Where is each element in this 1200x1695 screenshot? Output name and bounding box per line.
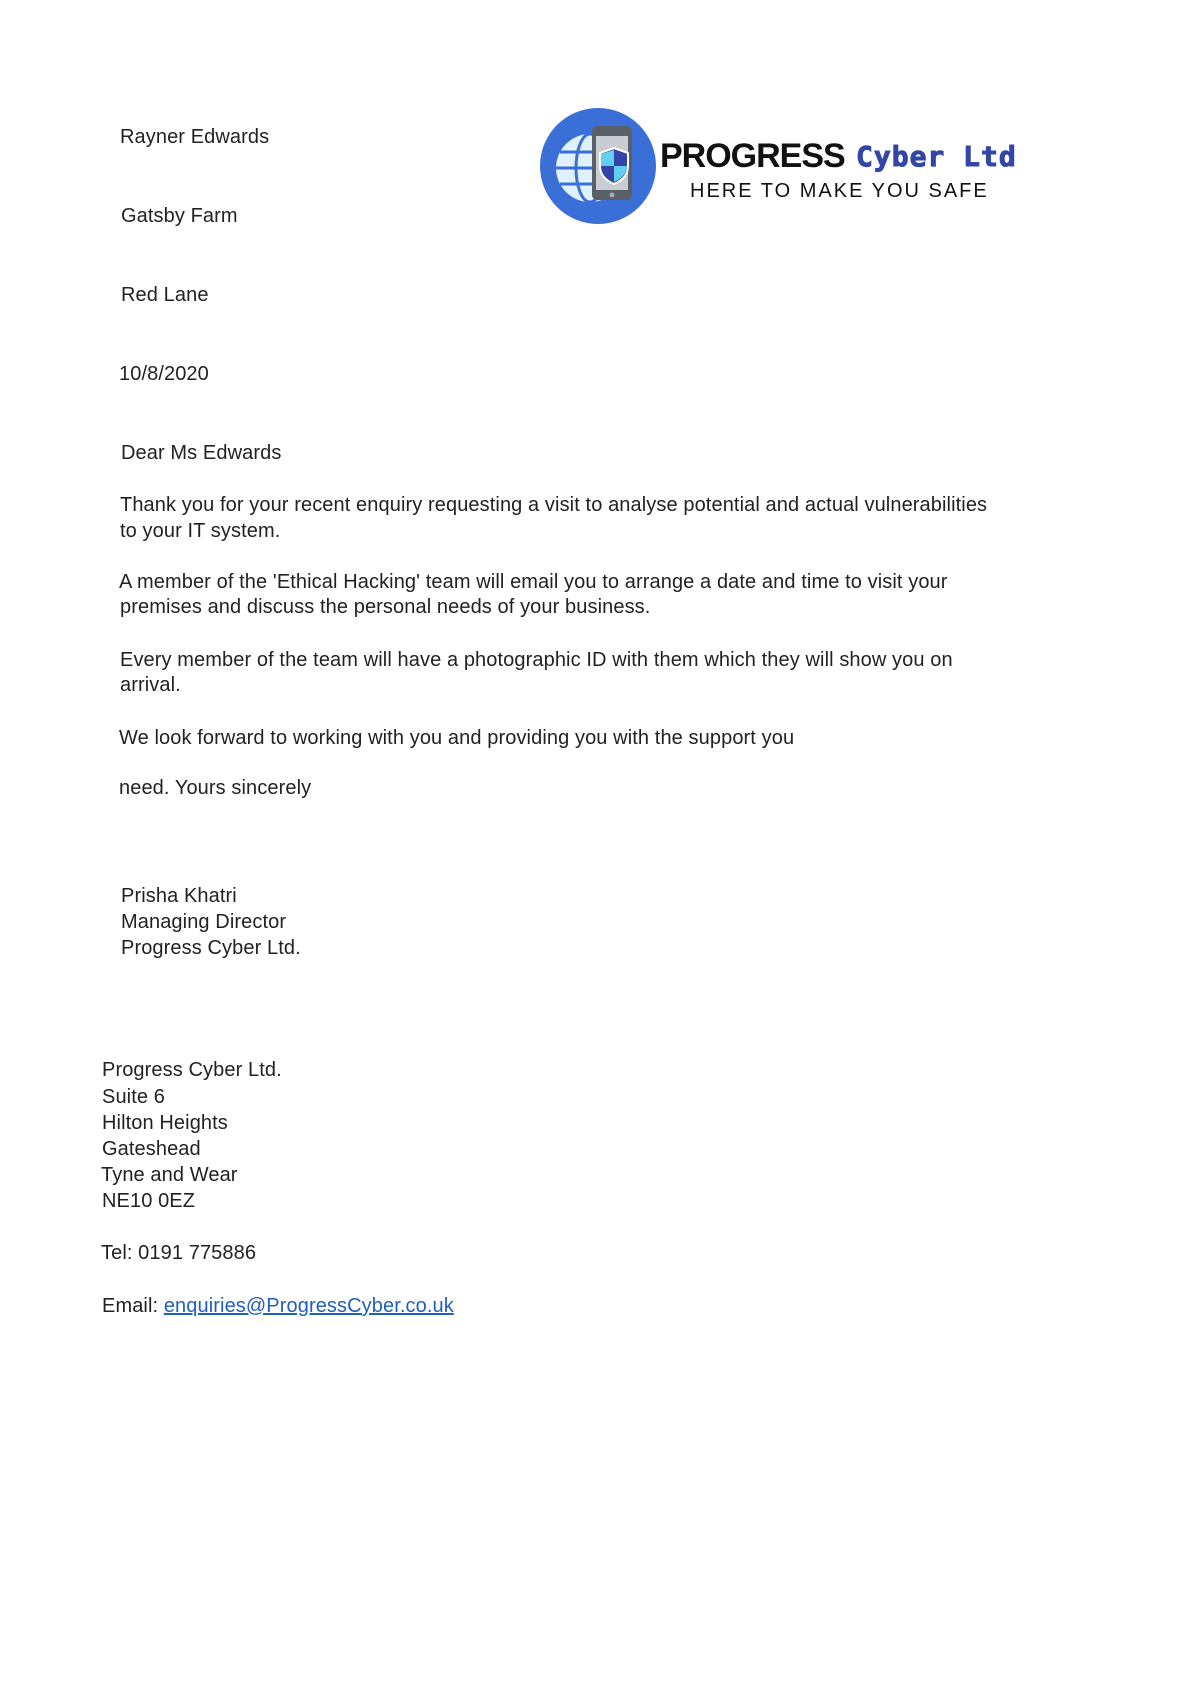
letter-date: 10/8/2020 xyxy=(119,363,209,385)
paragraph-3-line-1: Every member of the team will have a photographic ID with them which they will show you on xyxy=(120,649,953,671)
footer-address-line-5: Tyne and Wear xyxy=(101,1164,238,1186)
paragraph-4: We look forward to working with you and providing you with the support you xyxy=(119,727,795,749)
footer-telephone: Tel: 0191 775886 xyxy=(101,1242,257,1264)
footer-address-line-2: Suite 6 xyxy=(102,1086,165,1108)
closing: need. Yours sincerely xyxy=(119,777,312,799)
company-logo xyxy=(540,108,1140,228)
signatory-name: Prisha Khatri xyxy=(121,885,237,907)
footer-postcode: NE10 0EZ xyxy=(102,1190,196,1212)
paragraph-2-line-2: premises and discuss the personal needs of your business. xyxy=(120,596,651,618)
footer-email xyxy=(102,1293,454,1319)
signatory-title: Managing Director xyxy=(121,911,287,933)
recipient-address-line-2: Red Lane xyxy=(121,284,209,306)
paragraph-1-line-1: Thank you for your recent enquiry requesting a visit to analyse potential and actual vulnerabilities xyxy=(120,494,988,516)
globe-phone-shield-icon xyxy=(540,108,656,224)
salutation: Dear Ms Edwards xyxy=(121,442,282,464)
paragraph-2-line-1: A member of the 'Ethical Hacking' team will email you to arrange a date and time to visit your xyxy=(119,571,948,593)
paragraph-3-line-2: arrival. xyxy=(120,674,181,696)
footer-address-line-1: Progress Cyber Ltd. xyxy=(102,1059,282,1081)
email-label: Email: xyxy=(102,1295,164,1317)
footer-address-line-3: Hilton Heights xyxy=(102,1112,228,1134)
recipient-address-line-1: Gatsby Farm xyxy=(121,205,238,227)
email-link[interactable]: enquiries@ProgressCyber.co.uk xyxy=(163,1295,454,1317)
logo-tagline: HERE TO MAKE YOU SAFE xyxy=(690,180,989,202)
footer-address-line-4: Gateshead xyxy=(102,1138,201,1160)
logo-brand-text: PROGRESS xyxy=(660,137,845,175)
paragraph-1-line-2: to your IT system. xyxy=(120,520,281,542)
signatory-company: Progress Cyber Ltd. xyxy=(121,937,301,959)
logo-brand-suffix: Cyber Ltd xyxy=(856,140,1017,173)
recipient-name: Rayner Edwards xyxy=(120,126,270,148)
